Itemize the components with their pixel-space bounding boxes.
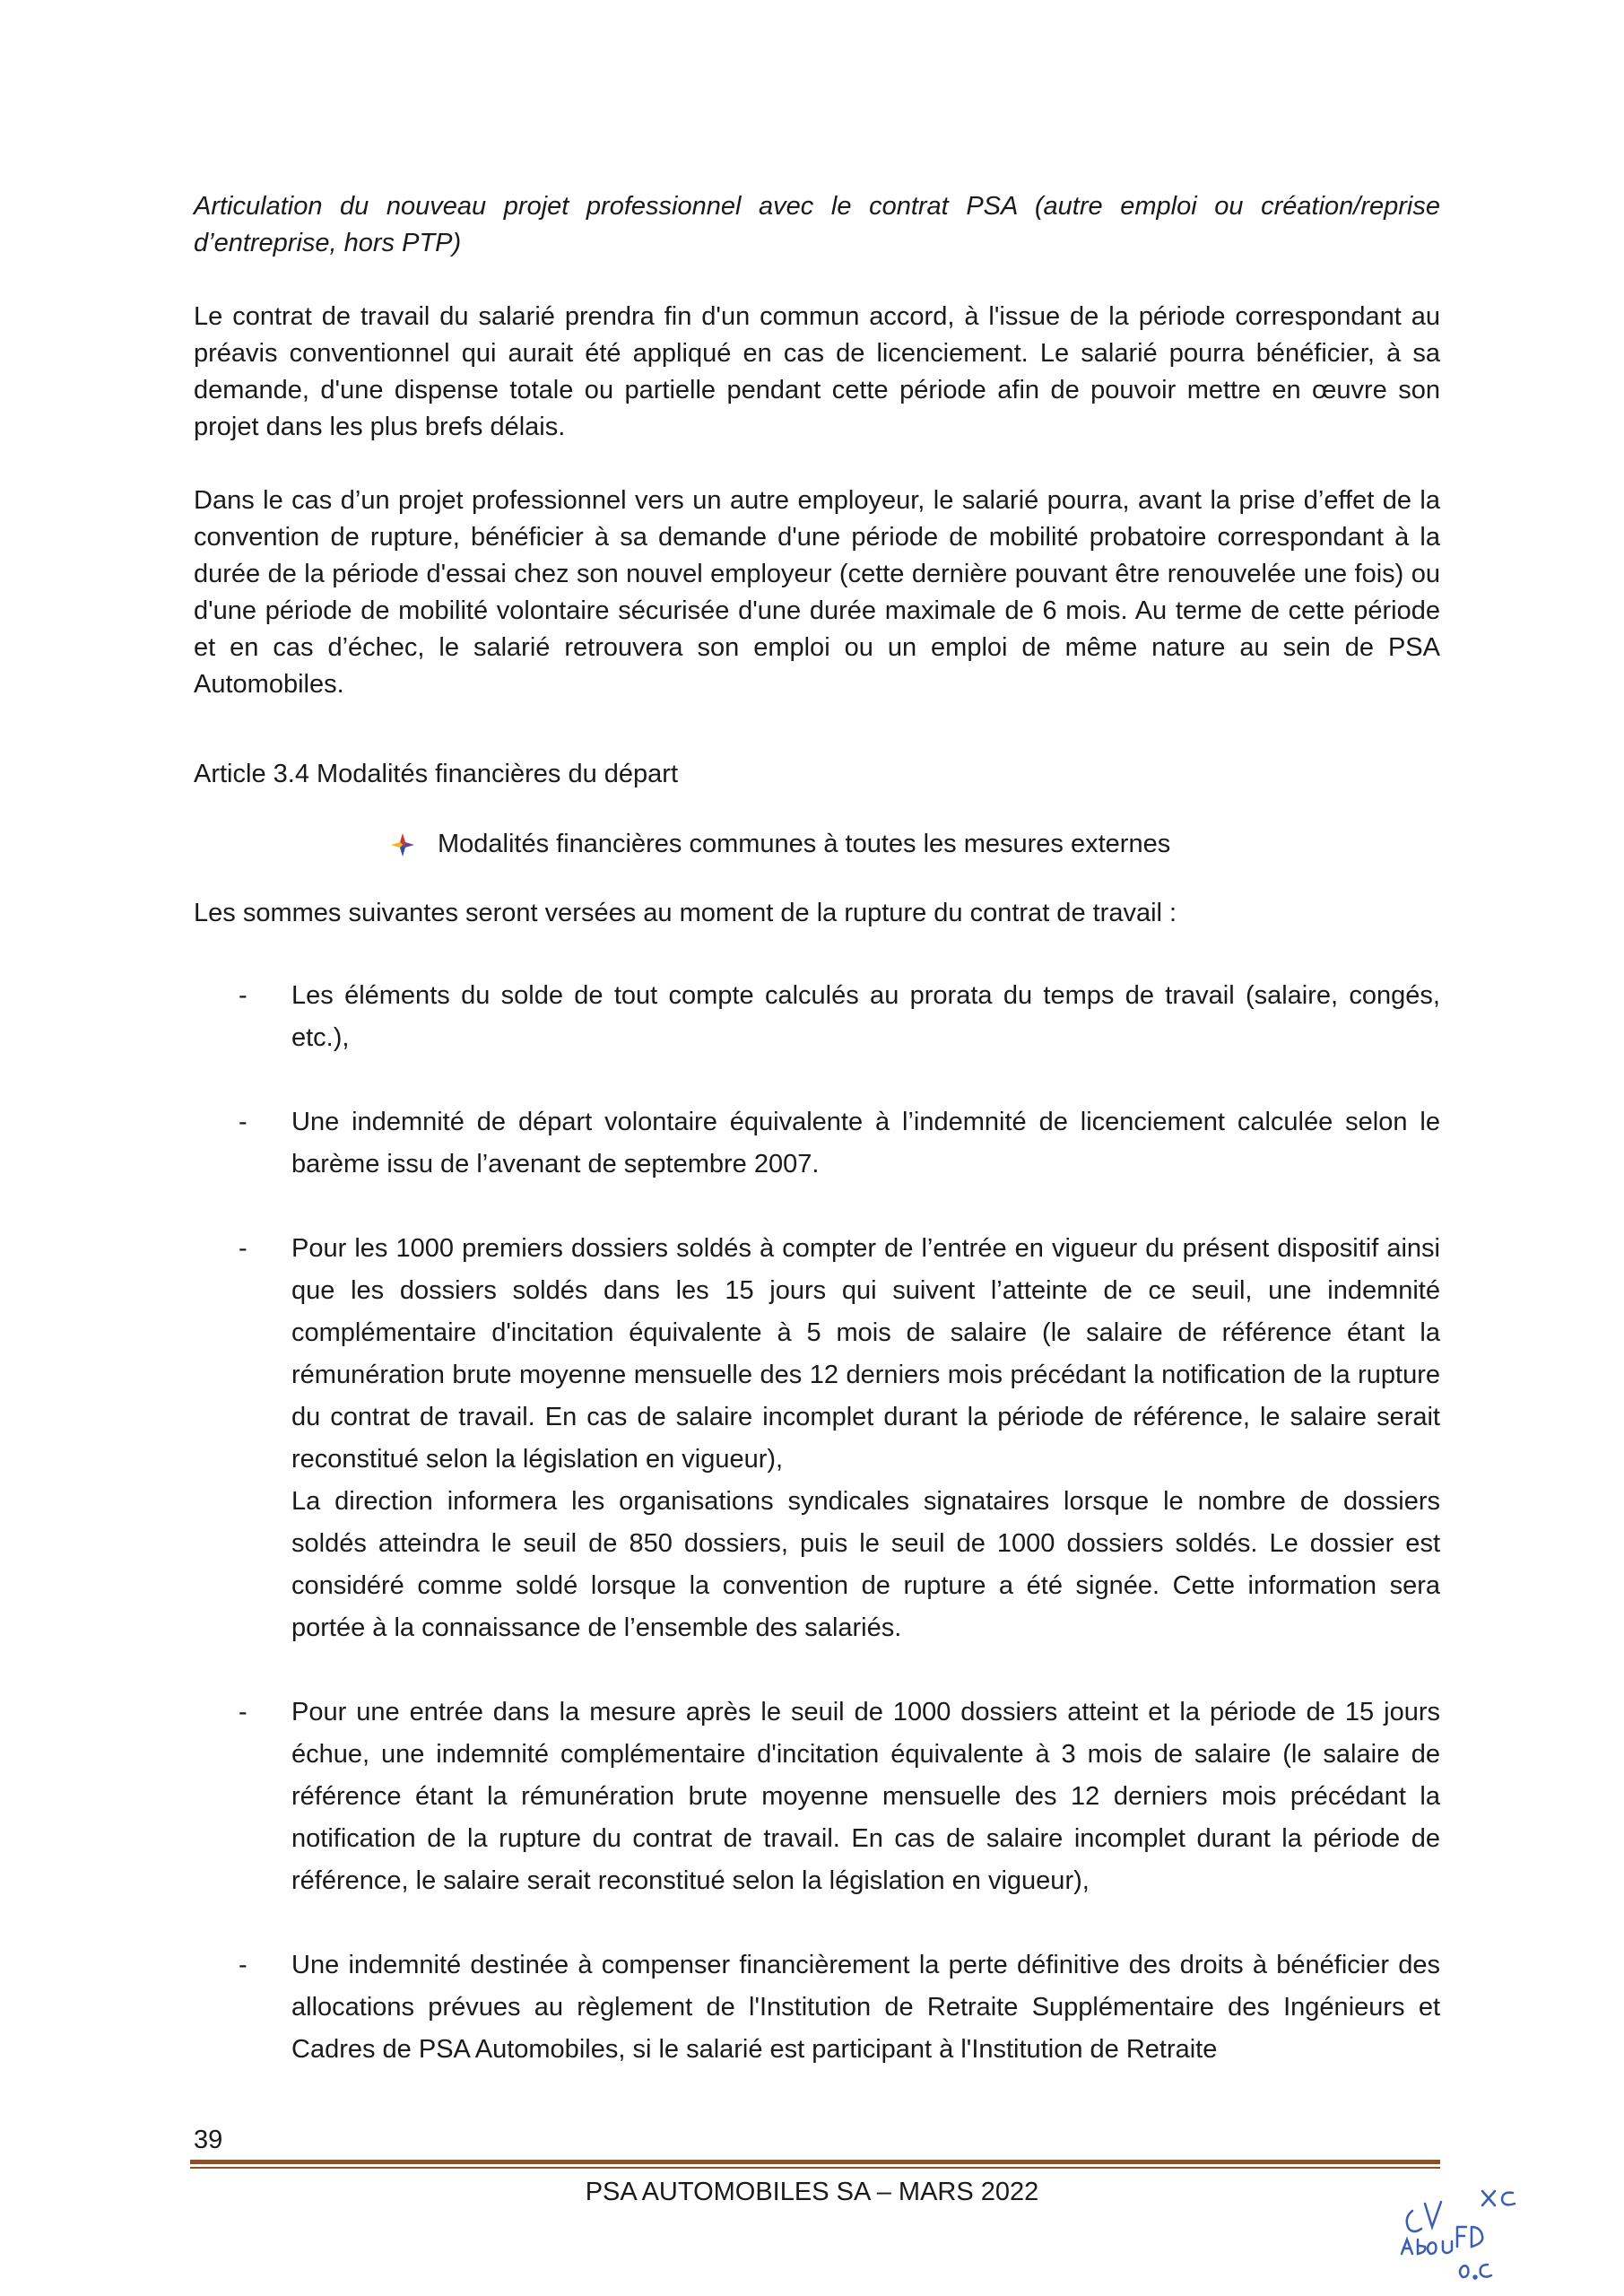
payment-list bbox=[194, 975, 1440, 2071]
list-item bbox=[194, 1228, 1440, 1649]
list-item bbox=[194, 975, 1440, 1059]
list-item bbox=[194, 1101, 1440, 1186]
list-item-text: Pour une entrée dans la mesure après le seuil de 1000 dossiers atteint et la période de 15 jours échue, une indemnité complémentaire d'incitation équivalente à 3 mois de salaire (le salaire de référence étant la rémunération brute moyenne mensuelle des 12 derniers mois précédant la notification de la rupture du contrat de travail. En cas de salaire incomplet durant la période de référence, le salaire serait reconstitué selon la législation en vigueur), bbox=[291, 1698, 1440, 1895]
list-item-text: Pour les 1000 premiers dossiers soldés à compter de l’entrée en vigueur du présent dispositif ainsi que les dossiers soldés dans les 15 jours qui suivent l’atteinte de ce seuil, une indemnité complémentaire d'incitation équivalente à 5 mois de salaire (le salaire de référence étant la rémunération brute moyenne mensuelle des 12 derniers mois précédant la notification de la rupture du contrat de travail. En cas de salaire incomplet durant la période de référence, le salaire serait reconstitué selon la législation en vigueur), bbox=[291, 1234, 1440, 1474]
dash-bullet: - bbox=[239, 1698, 248, 1726]
paragraph-contract-end: Le contrat de travail du salarié prendra fin d'un commun accord, à l'issue de la période correspondant au préavis conventionnel qui aurait été appliqué en cas de licenciement. Le salarié pourra bénéficier, à sa demande, d'une dispense totale ou partielle pendant cette période afin de pouvoir mettre en œuvre son projet dans les plus brefs délais. bbox=[194, 302, 1440, 441]
dash-bullet: - bbox=[239, 1951, 248, 1979]
list-item bbox=[194, 1944, 1440, 2071]
dash-bullet: - bbox=[239, 981, 248, 1010]
footer-rule bbox=[190, 2160, 1440, 2164]
list-item-text: Les éléments du solde de tout compte calculés au prorata du temps de travail (salaire, congés, etc.), bbox=[291, 981, 1440, 1052]
article-title: Article 3.4 Modalités financières du départ bbox=[194, 760, 679, 788]
subheading-text: Modalités financières communes à toutes les mesures externes bbox=[438, 830, 1171, 858]
dash-bullet: - bbox=[239, 1108, 248, 1136]
page-content bbox=[194, 188, 1440, 2113]
subheading bbox=[194, 826, 1440, 863]
section-heading: Articulation du nouveau projet professionnel avec le contrat PSA (autre emploi ou création/reprise d’entreprise, hors PTP) bbox=[194, 192, 1440, 257]
star-bullet-icon bbox=[389, 831, 416, 858]
list-item bbox=[194, 1692, 1440, 1902]
footer-title: PSA AUTOMOBILES SA – MARS 2022 bbox=[585, 2178, 1039, 2206]
list-item-text: Une indemnité de départ volontaire équivalente à l’indemnité de licenciement calculée selon le barème issu de l’avenant de septembre 2007. bbox=[291, 1108, 1440, 1178]
handwritten-initials bbox=[1394, 2184, 1556, 2283]
page-number: 39 bbox=[194, 2126, 223, 2154]
paragraph-mobility-period: Dans le cas d’un projet professionnel vers un autre employeur, le salarié pourra, avant la prise d’effet de la convention de rupture, bénéficier à sa demande d'une période de mobilité probatoire correspondant à la durée de la période d'essai chez son nouvel employeur (cette dernière pouvant être renouvelée une fois) ou d'une période de mobilité volontaire sécurisée d'une durée maximale de 6 mois. Au terme de cette période et en cas d’échec, le salarié retrouvera son emploi ou un emploi de même nature au sein de PSA Automobiles. bbox=[194, 486, 1440, 699]
list-item-extra-text: La direction informera les organisations syndicales signataires lorsque le nombre de dossiers soldés atteindra le seuil de 850 dossiers, puis le seuil de 1000 dossiers soldés. Le dossier est considéré comme soldé lorsque la convention de rupture a été signée. Cette information sera portée à la connaissance de l’ensemble des salariés. bbox=[291, 1487, 1440, 1642]
dash-bullet: - bbox=[239, 1234, 248, 1263]
list-item-text: Une indemnité destinée à compenser financièrement la perte définitive des droits à bénéficier des allocations prévues au règlement de l'Institution de Retraite Supplémentaire des Ingénieurs et Cadres de PSA Automobiles, si le salarié est participant à l'Institution de Retraite bbox=[291, 1951, 1440, 2064]
footer-rule-thin bbox=[190, 2167, 1440, 2169]
intro-text: Les sommes suivantes seront versées au moment de la rupture du contrat de travail : bbox=[194, 899, 1177, 927]
